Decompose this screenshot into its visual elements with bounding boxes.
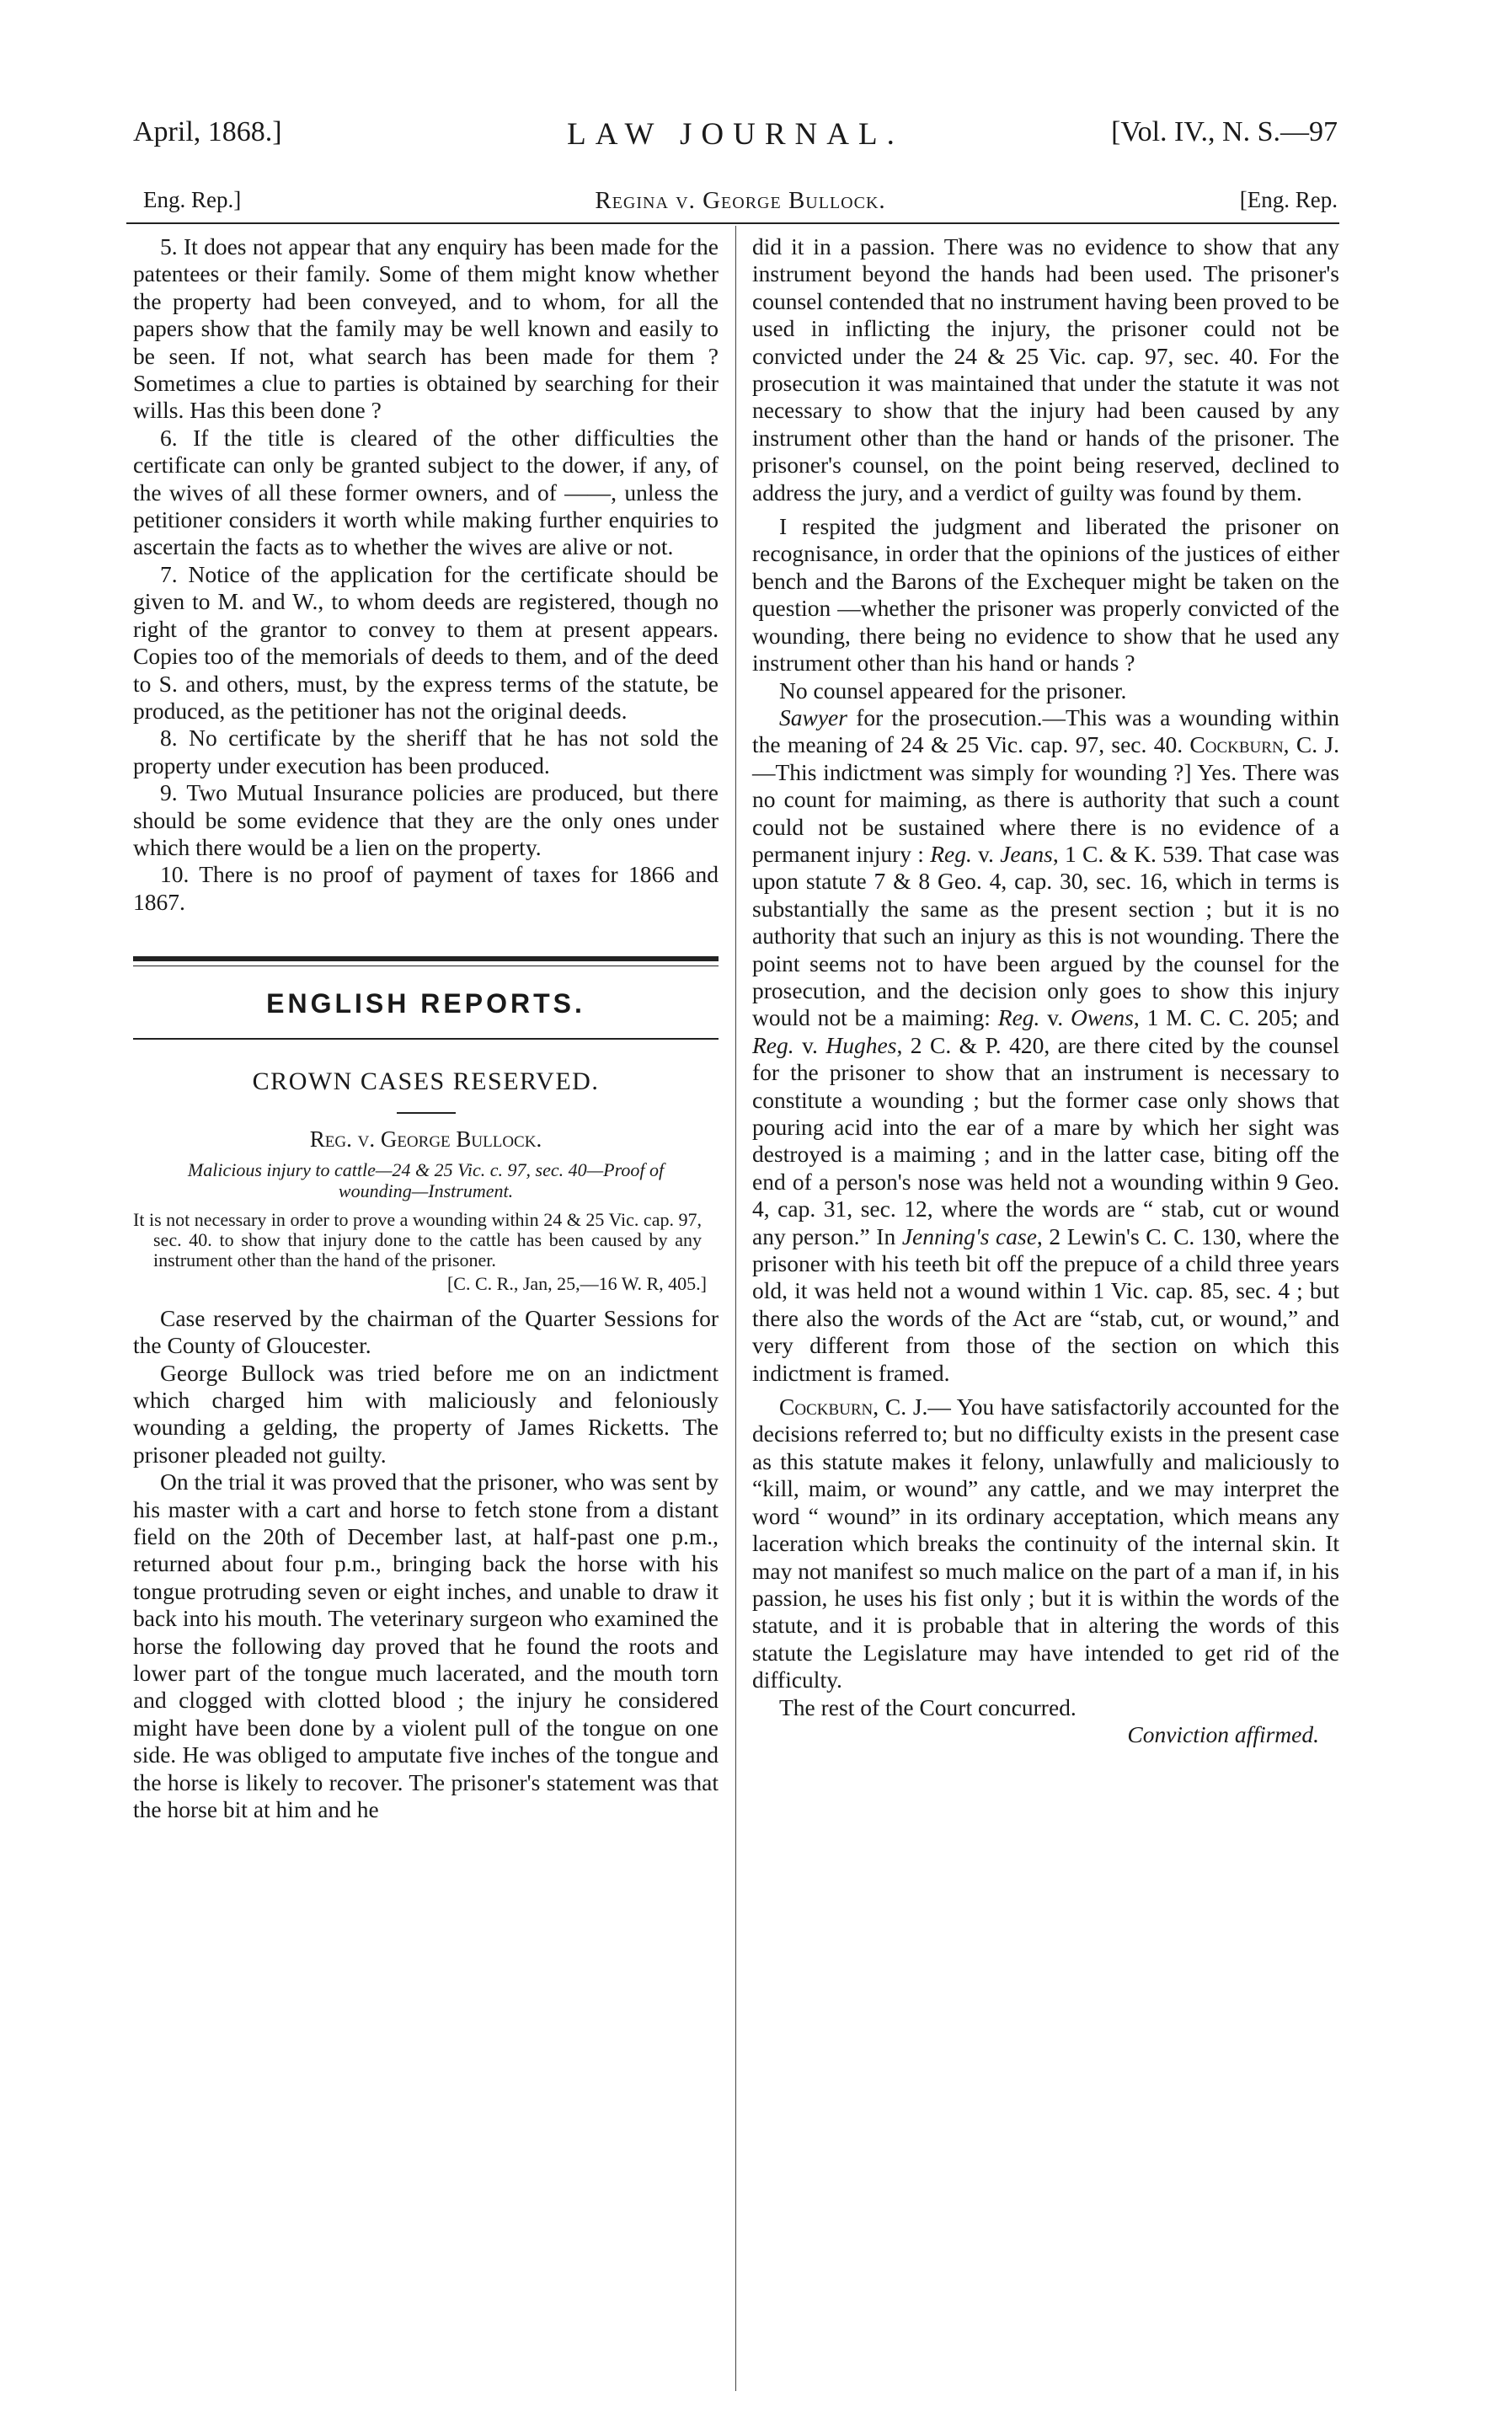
running-head-date: April, 1868.] — [133, 116, 282, 147]
case-cite: Reg. — [997, 1004, 1040, 1031]
text-run: , 2 C. & P. 420, are there cited by the counsel for the prisoner to show that an instrument is necessary to constitute a wounding ; but the former case only shows that pouring acid into the ear of a mare by which her sight was destroyed is a maiming ; and in the latter case, biting off the end of a person's nose was held not a wounding within 9 Geo. 4, cap. 31, sec. 12, where the words are “ stab, cut or wound any person.” In — [752, 1031, 1339, 1249]
right-column — [752, 233, 1339, 1748]
numbered-paragraph: 8. No certificate by the sheriff that he has not sold the property under execution has been produced. — [133, 725, 719, 778]
section-rule-thick — [133, 956, 719, 961]
numbered-paragraph: 5. It does not appear that any enquiry has been made for the patentees or their family. Some of them might know whether the property had been conveyed, and to whom, for all the papers show that the family may be well known and easily to be seen. If not, what search has been made for them ? Sometimes a clue to parties is obtained by searching for their wills. Has this been done ? — [133, 233, 719, 424]
case-paragraph: did it in a passion. There was no evidence to show that any instrument beyond the hands had been used. The prisoner's counsel contended that no instrument having been proved to be used in inflicting the injury, the prisoner could not be convicted under the 24 & 25 Vic. cap. 97, sec. 40. For the prosecution it was maintained that under the statute it was not necessary to show that the injury had been caused by any instrument other than the hand or hands of the prisoner. The prisoner's counsel, on the point being reserved, declined to address the jury, and a verdict of guilty was found by them. — [752, 233, 1339, 506]
journal-title: LAW JOURNAL. — [567, 117, 904, 152]
headnote: Malicious injury to cattle—24 & 25 Vic. c. 97, sec. 40—Proof of wounding—Instrument. — [187, 1159, 665, 1202]
text-run: , C. J.— You have satisfactorily accounted for the decisions referred to; but no difficulty exists in the present case as this statute makes it felony, unlawfully and maliciously to “kill, maim, or wound” any cattle, and we may interpret the word “ wound” in its ordinary acceptation, which means any laceration which breaks the continuity of the internal skin. It may not manifest so much malice on the part of a man if, in his passion, he uses his fist only ; but it is within the words of the statute, and it is probable that in altering the words of this statute the Legislature may have intended to get rid of the difficulty. — [752, 1394, 1339, 1693]
case-cite: Hughes — [825, 1031, 897, 1058]
text-run: , C. J.—This indictment was simply for wounding ?] Yes. There was no count for maiming, as there is authority that such a count could not be sustained where there is no evidence of a permanent injury : — [752, 731, 1339, 867]
case-name: Reg. v. George Bullock. — [309, 1126, 542, 1152]
section-rule-bottom — [133, 1038, 719, 1040]
case-cite: Owens — [1070, 1004, 1134, 1031]
subhead-case-title: Regina v. George Bullock. — [595, 187, 886, 214]
text-run: v. — [971, 840, 1001, 867]
case-cite: Jenning's case — [901, 1222, 1037, 1249]
left-column — [133, 233, 719, 1824]
syllabus: It is not necessary in order to prove a wounding within 24 & 25 Vic. cap. 97, sec. 40. to show that injury done to the cattle has been caused by any instrument other than the hand of the prisoner. — [133, 1209, 702, 1271]
header-rule — [126, 222, 1339, 224]
text-run: v. — [1039, 1004, 1071, 1031]
text-run: for the prosecution.—This was a wounding within the meaning of 24 & 25 Vic. cap. 97, sec. 40. — [752, 703, 1339, 758]
running-head — [133, 116, 1338, 163]
text-run: v. — [793, 1031, 826, 1058]
subhead-left-label: Eng. Rep.] — [143, 187, 242, 212]
column-divider — [735, 226, 736, 2391]
argument-paragraph — [752, 704, 1339, 1387]
text-run: , 1 M. C. C. 205; and — [1133, 1004, 1339, 1031]
case-cite: Reg. — [930, 840, 972, 867]
numbered-paragraph: 7. Notice of the application for the certificate should be given to M. and W., to whom deeds are registered, though no right of the grantor to convey to them at present appears. Copies too of the memorials of deeds to them, and of the deed to S. and others, must, by the express terms of the statute, be produced, as the petitioner has not the original deeds. — [133, 560, 719, 724]
disposition: Conviction affirmed. — [1127, 1720, 1319, 1747]
report-citation: [C. C. R., Jan, 25,—16 W. R, 405.] — [446, 1273, 707, 1295]
numbered-paragraph: 9. Two Mutual Insurance policies are produced, but there should be some evidence that they are the only ones under which there would be a lien on the property. — [133, 779, 719, 860]
judgment-paragraph — [752, 1394, 1339, 1693]
case-paragraph: On the trial it was proved that the prisoner, who was sent by his master with a cart and horse to fetch stone from a distant field on the 20th of December last, at half-past one p.m., returned about four p.m., bringing back the horse with his tongue protruding seven or eight inches, and unable to draw it back into his mouth. The veterinary surgeon who examined the horse the following day proved that he found the roots and lower part of the tongue much lacerated, and the mouth torn and clogged with clotted blood ; the injury he considered might have been done by a violent pull of the tongue on one side. He was obliged to amputate five inches of the tongue and the horse is likely to recover. The prisoner's statement was that the horse bit at him and he — [133, 1468, 719, 1823]
case-paragraph: No counsel appeared for the prisoner. — [779, 677, 1127, 703]
case-paragraph: Case reserved by the chairman of the Quarter Sessions for the County of Gloucester. — [133, 1304, 719, 1359]
numbered-paragraph: 10. There is no proof of payment of taxes for 1866 and 1867. — [133, 861, 719, 915]
section-title: ENGLISH REPORTS. — [266, 988, 585, 1019]
judge-name: Cockburn — [1189, 731, 1284, 758]
case-paragraph: I respited the judgment and liberated the prisoner on recognisance, in order that the opinions of the justices of either bench and the Barons of the Exchequer might be taken on the question —whether the prisoner was properly convicted of the wounding, there being no evidence to show that he used any instrument other than his hand or hands ? — [752, 513, 1339, 677]
short-divider — [397, 1112, 456, 1114]
subhead-right-label: [Eng. Rep. — [1239, 187, 1338, 212]
case-cite: Reg. — [752, 1031, 794, 1058]
volume-page-number: [Vol. IV., N. S.—97 — [1111, 116, 1338, 147]
case-paragraph: The rest of the Court concurred. — [779, 1693, 1077, 1720]
text-run: , 1 C. & K. 539. That case was upon statute 7 & 8 Geo. 4, cap. 30, sec. 16, which in terms is substantially the same as the present section ; but it is no authority that such an injury as this is not wounding. There the point seems not to have been argued by the counsel for the prosecution, and the decision only goes to show this injury would not be a maiming: — [752, 840, 1340, 1031]
numbered-paragraph: 6. If the title is cleared of the other difficulties the certificate can only be granted subject to the dower, if any, of the wives of all these former owners, and of ——, unless the petitioner considers it worth while making further enquiries to ascertain the facts as to whether the wives are alive or not. — [133, 424, 719, 560]
text-run: , 2 Lewin's C. C. 130, where the prisoner with his teeth bit off the prepuce of a child three years old, it was held not a wound within 1 Vic. cap. 85, sec. 4 ; but there also the words of the Act are “stab, cut, or wound,” and very different from those of the section on which this indictment is framed. — [752, 1222, 1339, 1386]
case-category-heading: CROWN CASES RESERVED. — [252, 1067, 600, 1095]
judge-name: Cockburn — [779, 1394, 874, 1420]
case-cite: Jeans — [1000, 840, 1053, 867]
case-paragraph: George Bullock was tried before me on an indictment which charged him with maliciously and feloniously wounding a gelding, the property of James Ricketts. The prisoner pleaded not guilty. — [133, 1359, 719, 1468]
counsel-name: Sawyer — [779, 703, 847, 730]
